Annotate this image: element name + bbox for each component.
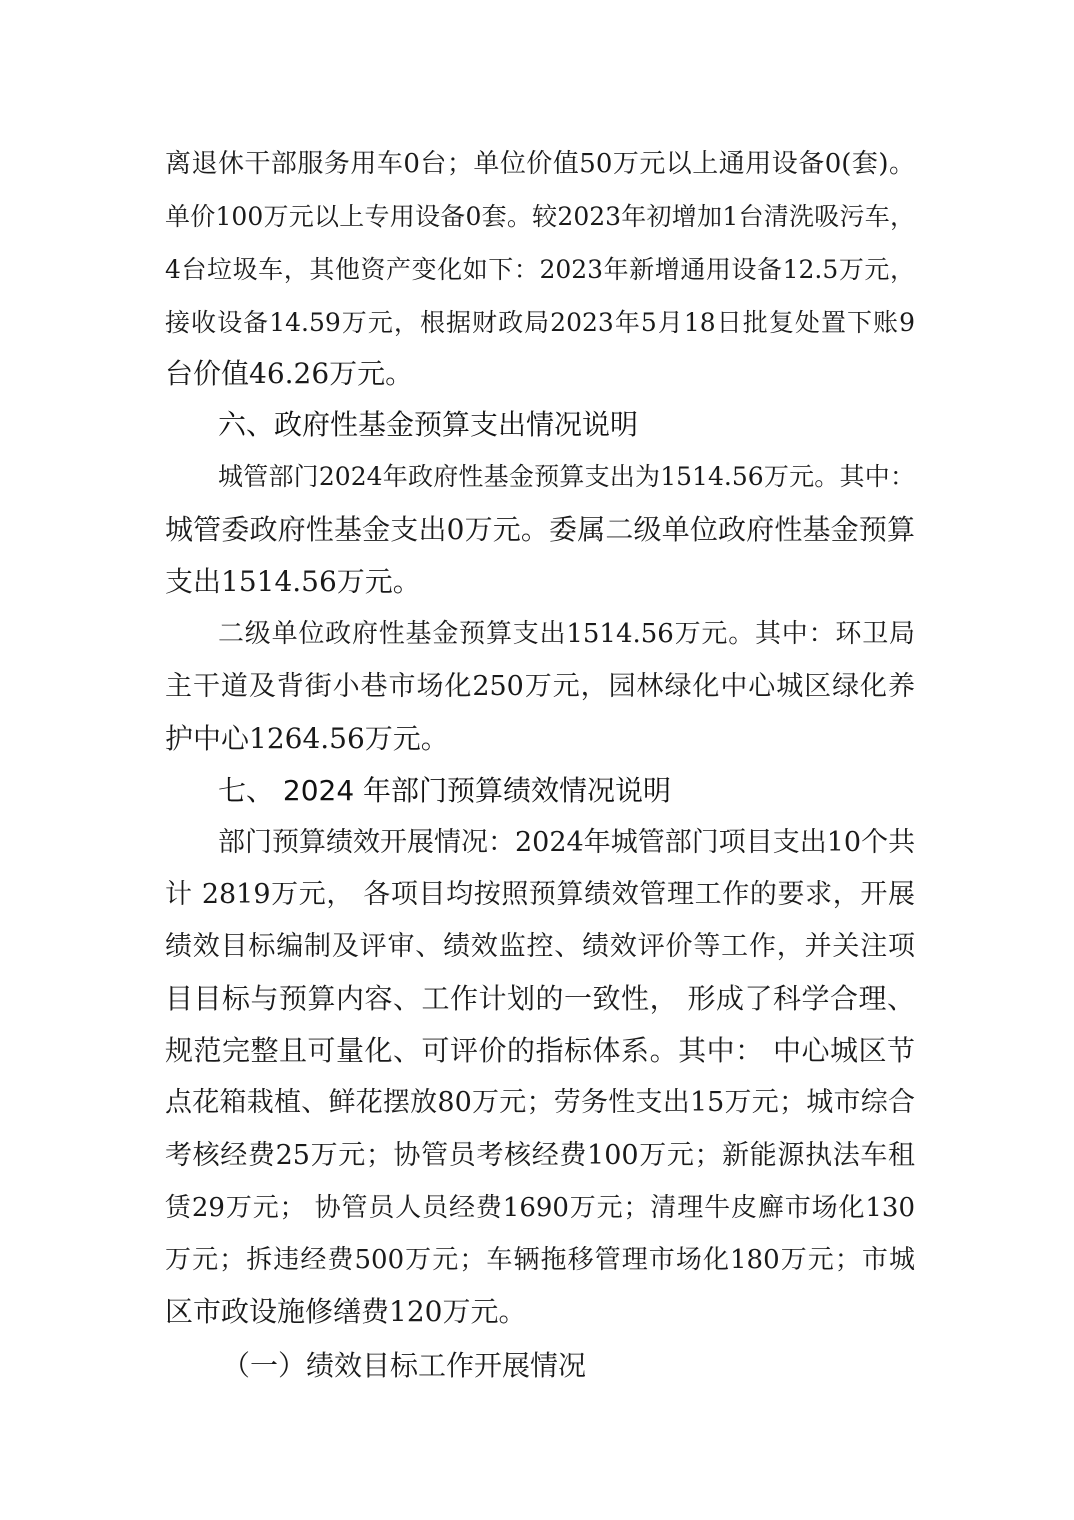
- paragraph-line: 二级单位政府性基金预算支出1514.56万元。其中：环卫局: [218, 619, 915, 649]
- section-heading-six: 六、政府性基金预算支出情况说明: [218, 408, 639, 441]
- paragraph-line: 护中心1264.56万元。: [165, 722, 449, 755]
- paragraph-line: 主干道及背街小巷市场化250万元，园林绿化中心城区绿化养: [165, 671, 915, 702]
- section-heading-seven: 七、 2024 年部门预算绩效情况说明: [218, 774, 672, 807]
- paragraph-line: 台价值46.26万元。: [165, 357, 414, 390]
- paragraph-line: 4台垃圾车，其他资产变化如下：2023年新增通用设备12.5万元，: [165, 255, 915, 284]
- paragraph-line: 万元；拆违经费500万元；车辆拖移管理市场化180万元；市城: [165, 1245, 915, 1275]
- subsection-heading: （一）绩效目标工作开展情况: [222, 1349, 587, 1382]
- paragraph-line: 目目标与预算内容、工作计划的一致性， 形成了科学合理、: [165, 982, 915, 1015]
- paragraph-line: 绩效目标编制及评审、绩效监控、绩效评价等工作，并关注项: [165, 931, 915, 962]
- paragraph-line: 考核经费25万元；协管员考核经费100万元；新能源执法车租: [165, 1140, 915, 1171]
- paragraph-line: 城管委政府性基金支出0万元。委属二级单位政府性基金预算: [165, 513, 915, 546]
- paragraph-line: 点花箱栽植、鲜花摆放80万元；劳务性支出15万元；城市综合: [165, 1087, 915, 1118]
- paragraph-line: 离退休干部服务用车0台；单位价值50万元以上通用设备0(套)。: [165, 149, 915, 179]
- paragraph-line: 规范完整且可量化、可评价的指标体系。其中： 中心城区节: [165, 1034, 915, 1067]
- paragraph-line: 城管部门2024年政府性基金预算支出为1514.56万元。其中：: [218, 462, 915, 491]
- paragraph-line: 区市政设施修缮费120万元。: [165, 1295, 527, 1328]
- paragraph-line: 赁29万元； 协管员人员经费1690万元；清理牛皮廯市场化130: [165, 1193, 915, 1223]
- paragraph-line: 计 2819万元， 各项目均按照预算绩效管理工作的要求，开展: [165, 879, 915, 910]
- paragraph-line: 接收设备14.59万元，根据财政局2023年5月18日批复处置下账9: [165, 308, 915, 337]
- paragraph-line: 单价100万元以上专用设备0套。较2023年初增加1台清洗吸污车，: [165, 202, 915, 231]
- paragraph-line: 支出1514.56万元。: [165, 565, 421, 598]
- paragraph-line: 部门预算绩效开展情况：2024年城管部门项目支出10个共: [218, 827, 916, 858]
